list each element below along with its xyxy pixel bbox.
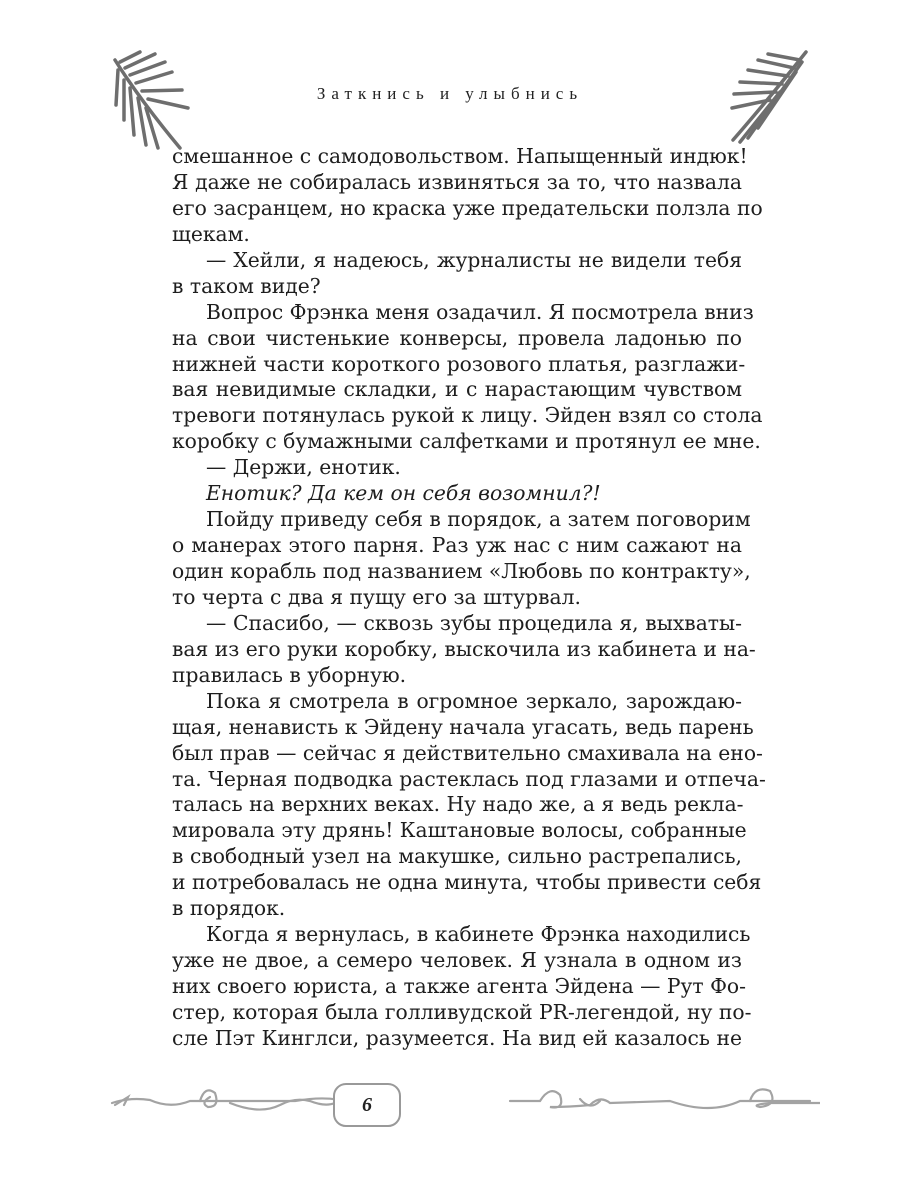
ornament-divider: [110, 1075, 820, 1130]
text-line: правилась в уборную.: [172, 662, 407, 687]
text-line: Я даже не собиралась извиняться за то, что назвала: [172, 169, 742, 194]
text-line: Пойду приведу себя в порядок, а затем поговорим: [206, 507, 751, 532]
running-head: Заткнись и улыбнись: [316, 84, 584, 103]
text-line: вая невидимые складки, и с нарастающим чувством: [172, 377, 742, 402]
page-number: 6: [333, 1083, 401, 1127]
text-line: был прав — сейчас я действительно смахивала на ено-: [172, 740, 763, 765]
text-line: щекам.: [172, 221, 250, 246]
text-line: та. Черная подводка растеклась под глазами и отпеча-: [172, 766, 766, 791]
text-line: Пока я смотрела в огромное зеркало, зарождаю-: [206, 688, 742, 713]
text-line: в таком виде?: [172, 273, 321, 298]
text-line: мировала эту дрянь! Каштановые волосы, собранные: [172, 818, 747, 843]
text-line: смешанное с самодовольством. Напыщенный индюк!: [172, 144, 748, 168]
text-line: них своего юриста, а также агента Эйдена — Рут Фо-: [172, 974, 746, 998]
text-line: в свободный узел на макушке, сильно растрепались,: [172, 844, 742, 869]
text-line: вая из его руки коробку, выскочила из кабинета и на-: [172, 636, 756, 661]
text-line: и потребовалась не одна минута, чтобы привести себя: [172, 870, 762, 895]
text-line: Вопрос Фрэнка меня озадачил. Я посмотрела вниз: [206, 299, 754, 324]
text-line: Енотик? Да кем он себя возомнил?!: [206, 481, 601, 506]
text-line: — Хейли, я надеюсь, журналисты не видели тебя: [206, 247, 742, 272]
text-line: стер, которая была голливудской PR-легендой, ну по-: [172, 999, 752, 1024]
text-line: — Держи, енотик.: [206, 455, 401, 480]
text-line: его засранцем, но краска уже предательски ползла по: [172, 195, 763, 220]
text-line: Когда я вернулась, в кабинете Фрэнка находились: [206, 922, 751, 947]
text-line: в порядок.: [172, 896, 286, 921]
text-line: нижней части короткого розового платья, разглажи-: [172, 351, 746, 376]
text-line: тревоги потянулась рукой к лицу. Эйден взял со стола: [172, 403, 763, 428]
text-line: талась на верхних веках. Ну надо же, а я ведь рекла-: [172, 792, 744, 817]
text-line: сле Пэт Кинглси, разумеется. На вид ей казалось не: [172, 1025, 742, 1050]
text-line: один корабль под названием «Любовь по контракту»,: [172, 559, 751, 583]
text-line: о манерах этого парня. Раз уж нас с ним сажают на: [172, 533, 742, 558]
text-line: коробку с бумажными салфетками и протянул ее мне.: [172, 429, 761, 454]
text-line: — Спасибо, — сквозь зубы процедила я, выхваты-: [206, 610, 742, 635]
text-line: уже не двое, а семеро человек. Я узнала в одном из: [172, 948, 742, 973]
text-line: на свои чистенькие конверсы, провела ладонью по: [172, 325, 742, 350]
text-line: щая, ненависть к Эйдену начала угасать, ведь парень: [172, 714, 754, 739]
body-text: [172, 144, 766, 1052]
text-line: то черта с два я пущу его за штурвал.: [172, 584, 581, 609]
